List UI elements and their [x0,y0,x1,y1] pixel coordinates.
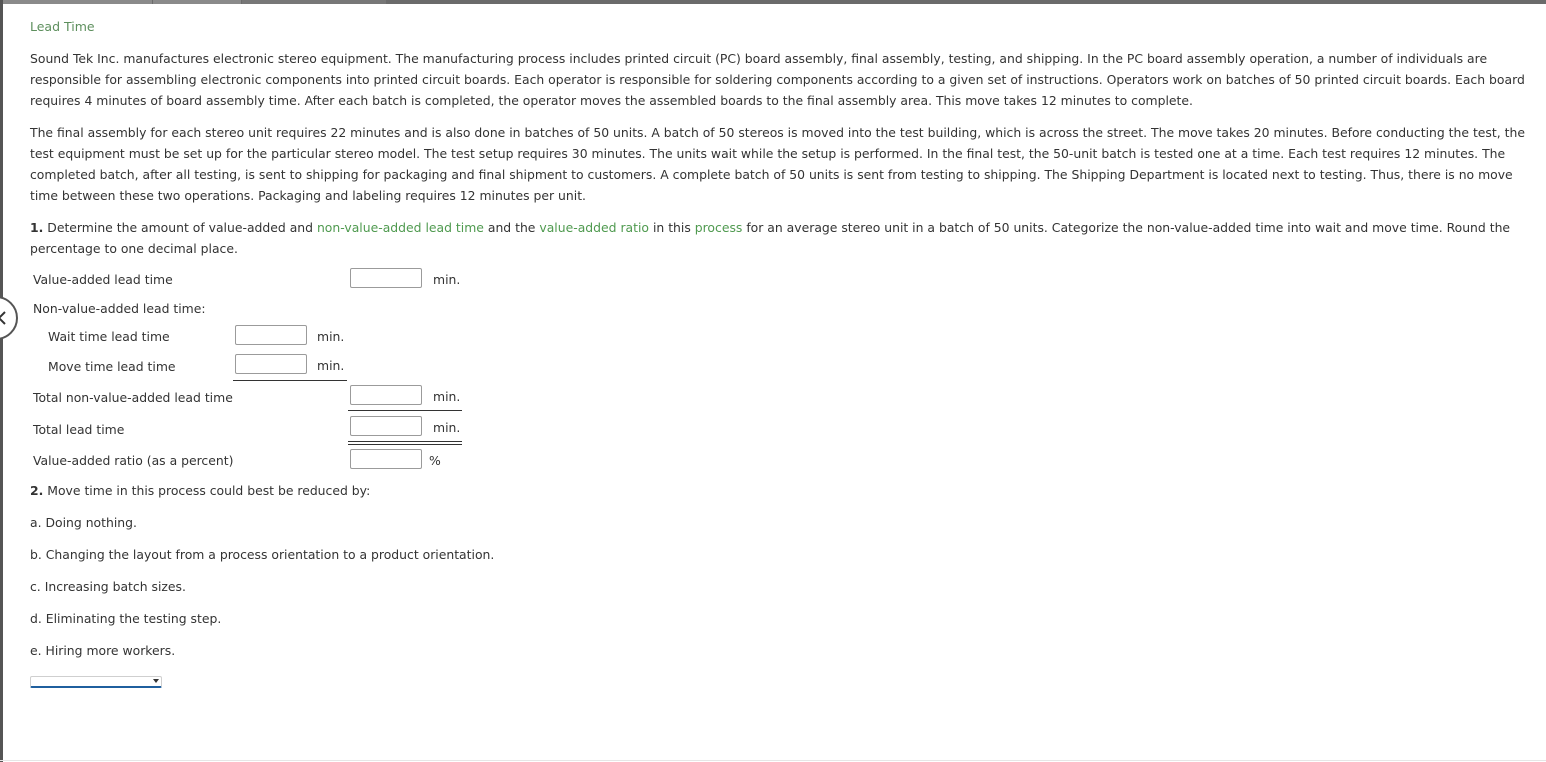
glossary-link-process[interactable]: process [694,220,743,235]
back-button[interactable] [0,296,18,340]
question-text: in this [649,220,695,235]
glossary-link-non-value-added[interactable]: non-value-added lead time [316,220,484,235]
unit-label: min. [317,358,345,373]
nonvalue-heading: Non-value-added lead time: [33,301,206,316]
chevron-left-icon [0,311,8,325]
ratio-input[interactable] [350,449,422,469]
total-lead-label: Total lead time [33,422,125,437]
move-time-input[interactable] [235,354,307,374]
question-1 [30,217,1544,259]
caret-down-icon [153,679,159,683]
option-b: b. Changing the layout from a process orientation to a product orientation. [30,547,495,562]
problem-paragraph-2: The final assembly for each stereo unit requires 22 minutes and is also done in batches of 50 units. A batch of 50 stereos is moved into the test building, which is across the street. The move takes 20 minutes. Before conducting the test, the test equipment must be set up for the particular stereo model. The test setup requires 30 minutes. The units wait while the setup is performed. In the final test, the 50-unit batch is tested one at a time. Each test requires 12 minutes. The completed batch, after all testing, is sent to shipping for packaging and final shipment to customers. A complete batch of 50 units is sent from testing to shipping. The Shipping Department is located next to testing. Thus, there is no move time between these two operations. Packaging and labeling requires 12 minutes per unit. [30,125,1525,203]
top-bar [0,0,1546,4]
total-lead-input[interactable] [350,416,422,436]
total-rule [348,410,462,411]
double-rule-top [348,441,462,442]
option-d: d. Eliminating the testing step. [30,611,222,626]
glossary-link-value-added-ratio[interactable]: value-added ratio [539,220,650,235]
question-2 [30,483,370,498]
page-title: Lead Time [30,19,95,34]
total-nonvalue-label: Total non-value-added lead time [33,390,233,405]
option-e: e. Hiring more workers. [30,643,176,658]
value-added-label: Value-added lead time [33,272,173,287]
top-bar-segment [153,0,241,4]
percent-label: % [429,453,441,468]
question-text: Move time in this process could best be reduced by: [43,483,371,498]
left-border [0,0,3,762]
option-c: c. Increasing batch sizes. [30,579,186,594]
question-text: Determine the amount of value-added and [43,220,317,235]
move-time-label: Move time lead time [48,359,176,374]
question-text: for an average stereo unit in a batch of 50 units. Categorize the non-value-added time into wait and move time. Round the percentage to one decimal place. [30,220,1511,256]
unit-label: min. [433,420,461,435]
ratio-label: Value-added ratio (as a percent) [33,453,234,468]
answer-dropdown[interactable] [30,676,162,688]
question-number: 2. [30,483,44,498]
question-number: 1. [30,220,44,235]
wait-time-label: Wait time lead time [48,329,170,344]
wait-time-input[interactable] [235,325,307,345]
top-bar-segment [0,0,152,4]
bottom-divider [0,760,1546,761]
double-rule-bottom [348,444,462,445]
unit-label: min. [433,389,461,404]
problem-paragraph-1: Sound Tek Inc. manufactures electronic stereo equipment. The manufacturing process includes printed circuit (PC) board assembly, final assembly, testing, and shipping. In the PC board assembly operation, a number of individuals are responsible for assembling electronic components into printed circuit boards. Each operator is responsible for soldering components according to a given set of instructions. Operators work on batches of 50 printed circuit boards. Each board requires 4 minutes of board assembly time. After each batch is completed, the operator moves the assembled boards to the final assembly area. This move takes 12 minutes to complete. [30,51,1525,108]
question-text: and the [483,220,540,235]
total-nonvalue-input[interactable] [350,385,422,405]
unit-label: min. [317,329,345,344]
option-a: a. Doing nothing. [30,515,137,530]
value-added-input[interactable] [350,268,422,288]
top-bar-segment [242,0,386,4]
unit-label: min. [433,272,461,287]
subtotal-rule [233,380,347,381]
